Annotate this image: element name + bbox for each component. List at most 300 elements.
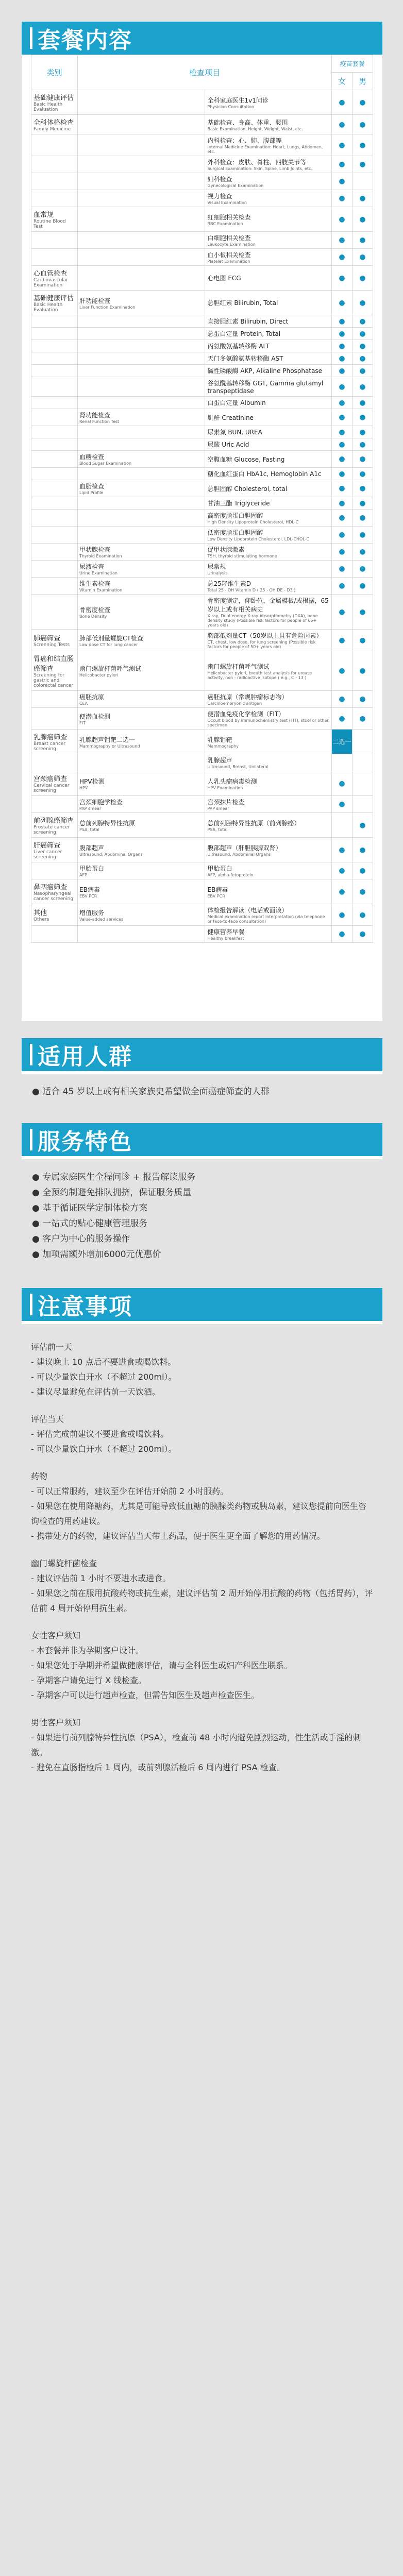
male-mark: ● — [352, 904, 373, 926]
category-cell — [31, 708, 78, 730]
item-cell: 总蛋白定量 Protein, Total — [205, 328, 332, 340]
male-mark: ● — [352, 377, 373, 397]
item-cell: EB病毒 EBV PCR — [205, 879, 332, 904]
subcategory-cell — [78, 497, 205, 510]
male-mark: ● — [352, 595, 373, 630]
female-mark: ● — [332, 207, 352, 232]
female-mark: ● — [332, 595, 352, 630]
category-cell — [31, 134, 78, 156]
male-mark: ● — [352, 352, 373, 365]
table-row — [31, 926, 373, 943]
bullet-icon: ● — [32, 1249, 43, 1260]
table-row — [31, 691, 373, 708]
category-cell — [31, 232, 78, 249]
notes-line: - 孕期客户可以进行超声检查，但需告知医生及超声检查医生。 — [31, 1690, 259, 1700]
subcategory-cell — [78, 426, 205, 438]
male-mark: ● — [352, 115, 373, 134]
table-row — [31, 595, 373, 630]
subcategory-cell — [78, 926, 205, 943]
header-female: 女 — [332, 73, 352, 90]
female-mark: ● — [332, 862, 352, 879]
male-mark: ● — [352, 862, 373, 879]
notes-line: - 评估完成前建议不要进食或喝饮料。 — [31, 1429, 169, 1439]
subcategory-cell — [78, 207, 205, 232]
male-mark: ● — [352, 409, 373, 426]
item-cell: 糖化血红蛋白 HbA1c, Hemoglobin A1c — [205, 468, 332, 480]
female-mark — [332, 754, 352, 771]
item-cell: 红细胞相关检查 RBC Examination — [205, 207, 332, 232]
category-cell — [31, 497, 78, 510]
male-mark — [352, 771, 373, 796]
notes-line: - 如果您在使用降糖药，尤其是可能导致低血糖的胰腺类药物或胰岛素，建议您提前向医生咨询检查的用药建议。 — [31, 1501, 366, 1526]
category-cell: 血常规 Routine Blood Test — [31, 207, 78, 232]
table-row — [31, 352, 373, 365]
subcategory-cell — [78, 365, 205, 377]
notes-line: 评估前一天 — [31, 1342, 73, 1352]
category-cell — [31, 926, 78, 943]
features-title-bar — [22, 1123, 382, 1156]
female-mark: ● — [332, 190, 352, 207]
notes-line: - 本套餐并非为孕期客户设计。 — [31, 1646, 144, 1655]
table-row — [31, 497, 373, 510]
notes-line: - 孕期客户请免进行 X 线检查。 — [31, 1675, 146, 1685]
subcategory-cell — [78, 510, 205, 527]
subcategory-cell — [78, 115, 205, 134]
category-cell: 鼻咽癌筛查 Nasopharyngeal cancer screening — [31, 879, 78, 904]
female-mark: ● — [332, 249, 352, 266]
subcategory-cell — [78, 90, 205, 115]
male-mark: ● — [352, 451, 373, 468]
item-cell: 总前列腺特异性抗原（前列腺癌） PSA, total — [205, 813, 332, 838]
bullet-icon: ● — [32, 1172, 43, 1182]
female-mark: ● — [332, 561, 352, 578]
notes-line: - 可以少量饮白开水（不超过 200ml）。 — [31, 1372, 177, 1382]
subcategory-cell: HPV检测 HPV — [78, 771, 205, 796]
male-mark: ● — [352, 813, 373, 838]
bullet-icon: ● — [32, 1234, 43, 1244]
item-cell: 癌胚抗原（常规肿瘤标志物） Carcinoembryonic antigen — [205, 691, 332, 708]
notes-line: - 如果您之前在服用抗酸药物或抗生素，建议评估前 2 周开始停用抗酸的药物（包括胃药），评估前 4 周开始停用抗生素。 — [31, 1588, 373, 1613]
item-cell: 碱性磷酸酶 AKP, Alkaline Phosphatase — [205, 365, 332, 377]
table-row — [31, 708, 373, 730]
subcategory-cell — [78, 468, 205, 480]
notes-line: - 可以少量饮白开水（不超过 200ml）。 — [31, 1444, 177, 1454]
item-cell: 视力检查 Visual Examination — [205, 190, 332, 207]
bullet-icon: ● — [32, 1218, 43, 1229]
item-cell: 甲胎蛋白 AFP, alpha-fetoprotein — [205, 862, 332, 879]
category-cell — [31, 409, 78, 426]
item-cell: 健康营养早餐 Healthy breakfast — [205, 926, 332, 943]
female-mark: ● — [332, 926, 352, 943]
item-cell: 谷氨酰基转移酶 GGT, Gamma glutamyl transpeptidase — [205, 377, 332, 397]
table-row — [31, 115, 373, 134]
female-mark: ● — [332, 771, 352, 796]
package-table-wrap — [31, 55, 373, 943]
category-cell — [31, 451, 78, 468]
female-mark: ● — [332, 90, 352, 115]
category-cell — [31, 544, 78, 561]
table-row — [31, 544, 373, 561]
audience-text: ● 适合 45 岁以上或有相关家族史希望做全面癌症筛查的人群 — [32, 1087, 270, 1097]
male-mark — [352, 730, 373, 754]
female-mark: ● — [332, 651, 352, 691]
item-cell: 腹部超声（肝胆胰脾双肾） Ultrasound, Abdominal Organs — [205, 838, 332, 862]
subcategory-cell — [78, 156, 205, 173]
male-mark: ● — [352, 340, 373, 352]
feature-item: ● 全预约制避免排队拥挤，保证服务质量 — [32, 1188, 192, 1198]
item-cell: 直接胆红素 Bilirubin, Direct — [205, 315, 332, 328]
category-cell — [31, 578, 78, 595]
notes-line: - 建议晚上 10 点后不要进食或喝饮料。 — [31, 1357, 176, 1367]
table-row — [31, 173, 373, 190]
feature-item: ● 一站式的贴心健康管理服务 — [32, 1218, 148, 1229]
package-title: 套餐内容 — [38, 27, 132, 54]
female-mark: ● — [332, 352, 352, 365]
subcategory-cell — [78, 173, 205, 190]
male-mark: ● — [352, 190, 373, 207]
table-row — [31, 232, 373, 249]
table-row — [31, 249, 373, 266]
table-row — [31, 578, 373, 595]
item-cell: 乳腺超声 Ultrasound, Breast, Unilateral — [205, 754, 332, 771]
item-cell: 心电图 ECG — [205, 266, 332, 291]
female-mark: ● — [332, 397, 352, 409]
item-cell: 尿常规 Urinalysis — [205, 561, 332, 578]
female-mark: ● — [332, 544, 352, 561]
male-mark: ● — [352, 708, 373, 730]
female-mark: ● — [332, 879, 352, 904]
female-mark: ● — [332, 365, 352, 377]
notes-line: - 建议评估前 1 小时不要进水或进食。 — [31, 1573, 171, 1583]
bullet-icon: ● — [32, 1203, 43, 1213]
female-mark: ● — [332, 134, 352, 156]
category-cell — [31, 754, 78, 771]
item-cell: 基础检查、身高、体重、腰围 Basic Examination, Height, Weight, Waist, etc. — [205, 115, 332, 134]
female-mark: ● — [332, 578, 352, 595]
table-row — [31, 771, 373, 796]
header-male: 男 — [352, 73, 373, 90]
feature-item: ● 基于循证医学定制体检方案 — [32, 1203, 148, 1213]
subcategory-cell — [78, 315, 205, 328]
table-row — [31, 838, 373, 862]
category-cell: 肝癌筛查 Liver cancer screening — [31, 838, 78, 862]
table-row — [31, 468, 373, 480]
table-row — [31, 315, 373, 328]
subcategory-cell: 肺部低剂量螺旋CT检查 Low dose CT for lung cancer — [78, 630, 205, 651]
category-cell — [31, 315, 78, 328]
category-cell — [31, 480, 78, 497]
male-mark: ● — [352, 480, 373, 497]
bullet-icon: ● — [32, 1188, 43, 1198]
female-mark: ● — [332, 438, 352, 451]
features-bar-card — [22, 1123, 382, 1159]
item-cell: 高密度脂蛋白胆固醇 High Density Lipoprotein Cholesterol, HDL-C — [205, 510, 332, 527]
table-row — [31, 480, 373, 497]
subcategory-cell — [78, 328, 205, 340]
audience-bar-card — [22, 1038, 382, 1074]
male-mark: ● — [352, 426, 373, 438]
category-cell — [31, 796, 78, 813]
notes-line: - 如果进行前列腺特异性抗原（PSA），检查前 48 小时内避免剧烈运动，性生活或手淫的刺激。 — [31, 1733, 361, 1757]
item-cell: 乳腺钼靶 Mammography — [205, 730, 332, 754]
male-mark: ● — [352, 315, 373, 328]
category-cell — [31, 328, 78, 340]
male-mark: ● — [352, 510, 373, 527]
title-accent — [30, 27, 32, 49]
subcategory-cell — [78, 190, 205, 207]
features-title: 服务特色 — [38, 1129, 132, 1155]
male-mark: ● — [352, 497, 373, 510]
male-mark: ● — [352, 90, 373, 115]
table-row — [31, 813, 373, 838]
category-cell: 胃癌和结直肠癌筛查 Screening for gastric and colorectal cancer — [31, 651, 78, 691]
item-cell: 妇科检查 Gynecological Examination — [205, 173, 332, 190]
table-row — [31, 426, 373, 438]
category-cell: 基础健康评估 Basic Health Evaluation — [31, 291, 78, 315]
male-mark: ● — [352, 134, 373, 156]
female-mark: ● — [332, 409, 352, 426]
item-cell: 人乳头瘤病毒检测 HPV Examination — [205, 771, 332, 796]
notes-body — [22, 1340, 382, 1775]
item-cell: 肌酐 Creatinine — [205, 409, 332, 426]
subcategory-cell — [78, 134, 205, 156]
subcategory-cell: 宫颈细胞学检查 PAP smear — [78, 796, 205, 813]
male-mark: ● — [352, 544, 373, 561]
table-row — [31, 90, 373, 115]
notes-line: 评估当天 — [31, 1414, 64, 1424]
subcategory-cell: 维生素检查 Vitamin Examination — [78, 578, 205, 595]
category-cell: 宫颈癌筛查 Cervical cancer screening — [31, 771, 78, 796]
male-mark: ● — [352, 249, 373, 266]
notes-bar-card — [22, 1288, 382, 1324]
table-row — [31, 510, 373, 527]
category-cell: 肺癌筛查 Screening Tests — [31, 630, 78, 651]
male-mark: ● — [352, 291, 373, 315]
table-row — [31, 754, 373, 771]
female-mark: ● — [332, 838, 352, 862]
table-row — [31, 409, 373, 426]
header-items: 检查项目 — [78, 55, 332, 90]
item-cell: 尿素氮 BUN, UREA — [205, 426, 332, 438]
female-mark: ● — [332, 904, 352, 926]
female-mark: ● — [332, 497, 352, 510]
item-cell: 丙氨酸氨基转移酶 ALT — [205, 340, 332, 352]
item-cell: 内科检查：心、肺、腹部等 Internal Medicine Examination: Heart, Lungs, Abdomen, etc. — [205, 134, 332, 156]
subcategory-cell: 肝功能检查 Liver Function Examination — [78, 291, 205, 315]
category-cell: 全科体格检查 Family Medicine — [31, 115, 78, 134]
subcategory-cell — [78, 266, 205, 291]
female-mark: ● — [332, 468, 352, 480]
female-mark: ● — [332, 377, 352, 397]
male-mark: ● — [352, 926, 373, 943]
category-cell — [31, 426, 78, 438]
notes-line: - 避免在直肠指检后 1 周内，或前列腺活检后 6 周内进行 PSA 检查。 — [31, 1762, 285, 1772]
male-mark: ● — [352, 468, 373, 480]
category-cell — [31, 561, 78, 578]
subcategory-cell: 乳腺超声钼靶二选一 Mammography or Ultrasound — [78, 730, 205, 754]
subcategory-cell: 幽门螺旋杆菌呼气测试 Helicobacter pylori — [78, 651, 205, 691]
female-mark: ● — [332, 115, 352, 134]
female-mark: ● — [332, 796, 352, 813]
feature-item: ● 加项需额外增加6000元优惠价 — [32, 1249, 161, 1260]
female-mark: ● — [332, 630, 352, 651]
category-cell — [31, 691, 78, 708]
item-cell: 甘油三酯 Triglyceride — [205, 497, 332, 510]
category-cell — [31, 173, 78, 190]
table-row — [31, 328, 373, 340]
subcategory-cell — [78, 340, 205, 352]
table-row — [31, 796, 373, 813]
subcategory-cell — [78, 232, 205, 249]
item-cell: 血小板相关检查 Platelet Examination — [205, 249, 332, 266]
category-cell — [31, 862, 78, 879]
subcategory-cell: EB病毒 EBV PCR — [78, 879, 205, 904]
item-cell: 幽门螺旋杆菌呼气测试 Helicobacter pylori, breath test analysis for urease activity, non - radioactive isotope ( e.g., C - 13 ) — [205, 651, 332, 691]
notes-gap — [31, 1399, 373, 1412]
subcategory-cell: 增值服务 Value-added services — [78, 904, 205, 926]
male-mark: ● — [352, 438, 373, 451]
table-row — [31, 291, 373, 315]
table-row — [31, 451, 373, 468]
subcategory-cell: 甲状腺检查 Thyroid Examination — [78, 544, 205, 561]
subcategory-cell — [78, 397, 205, 409]
table-row — [31, 207, 373, 232]
category-cell: 前列腺癌筛查 Prostate cancer screening — [31, 813, 78, 838]
item-cell: 白细胞相关检查 Leukocyte Examination — [205, 232, 332, 249]
female-mark: ● — [332, 527, 352, 544]
item-cell: 总胆红素 Bilirubin, Total — [205, 291, 332, 315]
female-mark — [332, 813, 352, 838]
subcategory-cell: 血脂检查 Lipid Profile — [78, 480, 205, 497]
table-row — [31, 365, 373, 377]
male-mark: ● — [352, 838, 373, 862]
item-cell: 体检报告解读（电话或面谈） Medical examination report interpretation (via telephone or face-to-face consultation) — [205, 904, 332, 926]
category-cell — [31, 365, 78, 377]
title-accent — [30, 1129, 32, 1150]
table-row — [31, 377, 373, 397]
female-mark: ● — [332, 328, 352, 340]
item-cell: 总25羟维生素D Total 25 - OH Vitamin D ( 25 - OH DE - D3 ) — [205, 578, 332, 595]
package-title-bar — [22, 22, 382, 55]
subcategory-cell — [78, 438, 205, 451]
notes-line: - 如果您处于孕期并希望做健康评估，请与全科医生或妇产科医生联系。 — [31, 1660, 292, 1670]
table-row — [31, 862, 373, 879]
table-row — [31, 730, 373, 754]
male-mark: ● — [352, 691, 373, 708]
female-mark: ● — [332, 173, 352, 190]
category-cell: 基础健康评估 Basic Health Evaluation — [31, 90, 78, 115]
female-mark: ● — [332, 426, 352, 438]
feature-item: ● 客户为中心的服务操作 — [32, 1234, 130, 1244]
item-cell: 空腹血糖 Glucose, Fasting — [205, 451, 332, 468]
female-mark: ● — [332, 266, 352, 291]
male-mark: ● — [352, 578, 373, 595]
male-mark: ● — [352, 365, 373, 377]
category-cell — [31, 438, 78, 451]
item-cell: 宫颈抹片检查 PAP smear — [205, 796, 332, 813]
male-mark — [352, 173, 373, 190]
item-cell: 低密度脂蛋白胆固醇 Low Density Lipoprotein Cholesterol, LDL-CHOL-C — [205, 527, 332, 544]
table-row — [31, 438, 373, 451]
title-accent — [30, 1294, 32, 1315]
table-row — [31, 527, 373, 544]
female-mark: ● — [332, 291, 352, 315]
table-row — [31, 340, 373, 352]
item-cell: 尿酸 Uric Acid — [205, 438, 332, 451]
table-row — [31, 879, 373, 904]
category-cell — [31, 468, 78, 480]
subcategory-cell: 血糖检查 Blood Sugar Examination — [78, 451, 205, 468]
male-mark: ● — [352, 397, 373, 409]
header-category: 类别 — [31, 55, 78, 90]
female-mark: ● — [332, 480, 352, 497]
notes-title-bar — [22, 1288, 382, 1321]
item-cell: 天门冬氨酸氨基转移酶 AST — [205, 352, 332, 365]
male-mark — [352, 796, 373, 813]
category-cell — [31, 190, 78, 207]
subcategory-cell — [78, 754, 205, 771]
category-cell — [31, 595, 78, 630]
notes-gap — [31, 1456, 373, 1469]
table-row — [31, 561, 373, 578]
header-plan: 疫苗套餐 — [332, 55, 373, 73]
notes-line: 幽门螺旋杆菌检查 — [31, 1558, 97, 1568]
item-cell: 便潜血免疫化学检测（FIT） Occult blood by immunochemistry test (FIT), stool or other specimen — [205, 708, 332, 730]
title-accent — [30, 1044, 32, 1065]
female-mark: ● — [332, 232, 352, 249]
notes-gap — [31, 1703, 373, 1715]
female-mark: ● — [332, 340, 352, 352]
category-cell — [31, 510, 78, 527]
category-cell — [31, 156, 78, 173]
item-cell: 白蛋白定量 Albumin — [205, 397, 332, 409]
item-cell: 促甲状腺激素 TSH, thyroid stimulating hormone — [205, 544, 332, 561]
category-cell — [31, 527, 78, 544]
notes-line: - 可以正常服药，建议至少在评估开始前 2 小时服药。 — [31, 1486, 229, 1496]
item-cell: 外科检查：皮肤、脊柱、四肢关节等 Surgical Examination: Skin, Spine, Limb Joints, etc. — [205, 156, 332, 173]
category-cell: 乳腺癌筛查 Breast cancer screening — [31, 730, 78, 754]
item-cell: 骨密度测定，仰卧位，金属模板/或根据，65岁以上或有相关病史 X-ray, Dual-energy X-ray Absorptiometry (DXA), bone density study (Possible risk factors for people of 65+ years old) — [205, 595, 332, 630]
subcategory-cell: 总前列腺特异性抗原 PSA, total — [78, 813, 205, 838]
subcategory-cell — [78, 527, 205, 544]
audience-section — [22, 1084, 382, 1099]
features-list — [22, 1170, 382, 1262]
table-row — [31, 266, 373, 291]
male-mark: ● — [352, 328, 373, 340]
subcategory-cell — [78, 377, 205, 397]
subcategory-cell — [78, 249, 205, 266]
male-mark: ● — [352, 527, 373, 544]
category-cell — [31, 377, 78, 397]
female-mark: ● — [332, 156, 352, 173]
notes-line: - 携带处方的药物，建议评估当天带上药品，便于医生更全面了解您的用药情况。 — [31, 1531, 325, 1541]
female-mark: ● — [332, 315, 352, 328]
notes-title: 注意事项 — [38, 1294, 132, 1320]
subcategory-cell: 甲胎蛋白 AFP — [78, 862, 205, 879]
subcategory-cell: 便潜血检测 FIT — [78, 708, 205, 730]
subcategory-cell: 骨密度检查 Bone Density — [78, 595, 205, 630]
notes-line: 药物 — [31, 1471, 48, 1481]
table-row — [31, 651, 373, 691]
table-row — [31, 190, 373, 207]
notes-line: 女性客户须知 — [31, 1631, 81, 1640]
subcategory-cell: 腹部超声 Ultrasound, Abdominal Organs — [78, 838, 205, 862]
category-cell — [31, 397, 78, 409]
female-mark: ● — [332, 451, 352, 468]
audience-title: 适用人群 — [38, 1044, 132, 1070]
subcategory-cell: 肾功能检查 Renal Function Test — [78, 409, 205, 426]
notes-line: - 建议尽量避免在评估前一天饮酒。 — [31, 1387, 160, 1397]
